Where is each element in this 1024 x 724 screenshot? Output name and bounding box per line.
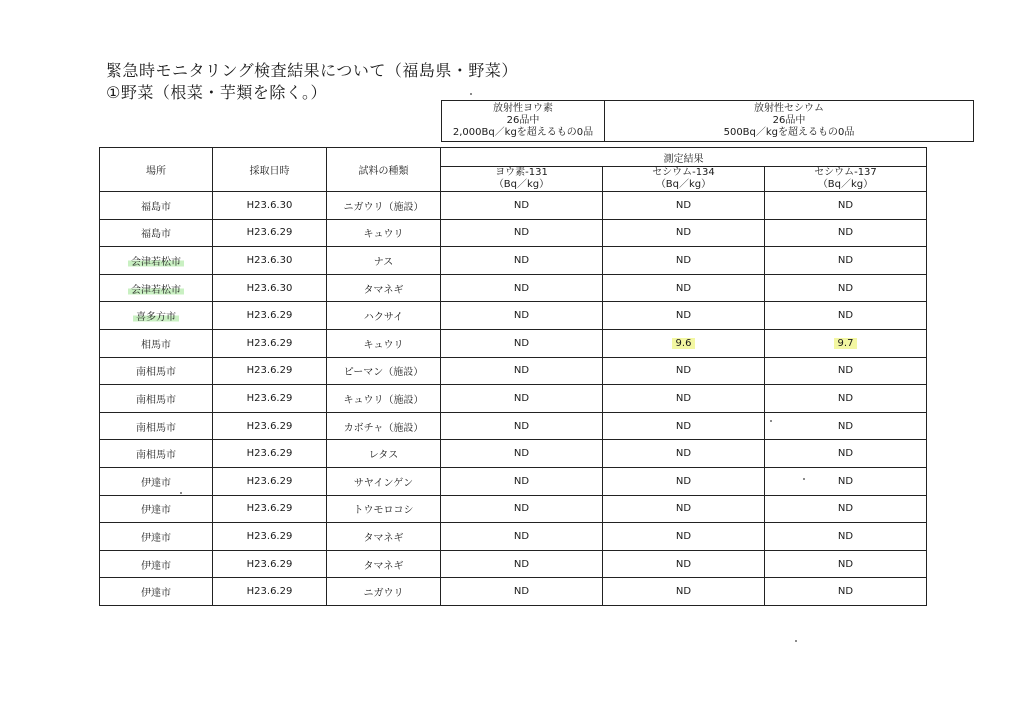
date-value: H23.6.29 — [246, 392, 293, 404]
cell-i131 — [441, 412, 603, 440]
cell-date — [213, 247, 327, 275]
date-value: H23.6.29 — [246, 310, 293, 322]
sample-value: ハクサイ — [363, 312, 404, 324]
header-i131-unit: （Bq／kg） — [493, 179, 550, 190]
iodine-summary-threshold: 2,000Bq／kgを超えるもの0品 — [452, 127, 594, 138]
date-value: H23.6.30 — [246, 254, 293, 266]
cesium-summary-count: 26品中 — [772, 115, 806, 126]
cell-cs134 — [603, 467, 765, 495]
cell-cs137 — [765, 247, 927, 275]
cell-place — [100, 495, 213, 523]
place-value: 喜多方市 — [133, 312, 179, 323]
cell-date — [213, 219, 327, 247]
header-row — [100, 148, 927, 167]
header-place: 場所 — [100, 148, 213, 192]
cell-sample — [327, 385, 441, 413]
place-value: 伊達市 — [141, 560, 171, 572]
cs137-value: ND — [837, 530, 854, 542]
place-value: 会津若松市 — [128, 257, 184, 268]
cell-date — [213, 467, 327, 495]
sample-value: カボチャ（施設） — [343, 422, 424, 434]
cell-date — [213, 192, 327, 220]
i131-value: ND — [513, 337, 530, 349]
cell-i131 — [441, 467, 603, 495]
cs137-value: 9.7 — [834, 338, 858, 349]
table-row — [100, 192, 927, 220]
date-value: H23.6.29 — [246, 558, 293, 570]
cs137-value: ND — [837, 254, 854, 266]
cs134-value: ND — [675, 199, 692, 211]
table-row — [100, 357, 927, 385]
header-sample: 試料の種類 — [327, 148, 441, 192]
date-value: H23.6.29 — [246, 503, 293, 515]
cell-sample — [327, 412, 441, 440]
header-i131-label: ヨウ素-131 — [495, 167, 548, 178]
header-i131 — [441, 167, 603, 192]
cell-cs134 — [603, 550, 765, 578]
cell-date — [213, 274, 327, 302]
date-value: H23.6.30 — [246, 199, 293, 211]
cs137-value: ND — [837, 365, 854, 377]
sample-value: タマネギ — [363, 284, 404, 296]
table-row — [100, 578, 927, 606]
cs134-value: ND — [675, 448, 692, 460]
place-value: 伊達市 — [141, 532, 171, 544]
sample-value: キュウリ — [363, 339, 404, 351]
cell-place — [100, 302, 213, 330]
header-cs137 — [765, 167, 927, 192]
cell-cs134 — [603, 440, 765, 468]
cs134-value: ND — [675, 310, 692, 322]
place-value: 南相馬市 — [136, 422, 176, 434]
cell-cs134 — [603, 385, 765, 413]
sample-value: キュウリ — [363, 229, 404, 241]
date-value: H23.6.29 — [246, 475, 293, 487]
cesium-summary-cell — [605, 101, 974, 142]
date-value: H23.6.29 — [246, 420, 293, 432]
i131-value: ND — [513, 586, 530, 598]
cell-place — [100, 578, 213, 606]
place-value: 伊達市 — [141, 505, 171, 517]
cell-sample — [327, 550, 441, 578]
cell-i131 — [441, 550, 603, 578]
cell-sample — [327, 357, 441, 385]
place-value: 伊達市 — [141, 477, 171, 489]
summary-table — [441, 100, 974, 142]
iodine-summary-count: 26品中 — [506, 115, 540, 126]
cell-i131 — [441, 274, 603, 302]
place-value: 福島市 — [141, 201, 171, 213]
cs134-value: ND — [675, 282, 692, 294]
sample-value: ニガウリ — [363, 588, 404, 600]
cs134-value: ND — [675, 365, 692, 377]
table-row — [100, 550, 927, 578]
sample-value: トウモロコシ — [353, 505, 414, 517]
cell-i131 — [441, 385, 603, 413]
table-row — [100, 302, 927, 330]
cell-date — [213, 385, 327, 413]
cs137-value: ND — [837, 282, 854, 294]
table-row — [100, 440, 927, 468]
header-cs137-label: セシウム-137 — [814, 167, 877, 178]
i131-value: ND — [513, 310, 530, 322]
cell-cs137 — [765, 385, 927, 413]
i131-value: ND — [513, 448, 530, 460]
cesium-summary-threshold: 500Bq／kgを超えるもの0品 — [723, 127, 855, 138]
cell-cs134 — [603, 578, 765, 606]
table-row — [100, 523, 927, 551]
place-value: 会津若松市 — [128, 285, 184, 296]
table-row — [100, 274, 927, 302]
place-value: 相馬市 — [141, 339, 171, 351]
cell-i131 — [441, 495, 603, 523]
cell-date — [213, 357, 327, 385]
cs134-value: ND — [675, 503, 692, 515]
i131-value: ND — [513, 475, 530, 487]
cs137-value: ND — [837, 503, 854, 515]
table-row — [100, 385, 927, 413]
i131-value: ND — [513, 365, 530, 377]
results-table — [99, 147, 927, 606]
cell-cs137 — [765, 412, 927, 440]
page-title: 緊急時モニタリング検査結果について（福島県・野菜） — [106, 61, 518, 80]
sample-value: レタス — [368, 450, 399, 462]
sample-value: ナス — [373, 256, 394, 268]
cs134-value: ND — [675, 254, 692, 266]
i131-value: ND — [513, 254, 530, 266]
cell-place — [100, 329, 213, 357]
cs134-value: ND — [675, 530, 692, 542]
cell-sample — [327, 274, 441, 302]
sample-value: ピーマン（施設） — [343, 367, 424, 379]
i131-value: ND — [513, 282, 530, 294]
place-value: 伊達市 — [141, 588, 171, 600]
cell-sample — [327, 247, 441, 275]
cell-cs134 — [603, 329, 765, 357]
cell-cs137 — [765, 274, 927, 302]
cell-place — [100, 192, 213, 220]
date-value: H23.6.29 — [246, 586, 293, 598]
cell-date — [213, 550, 327, 578]
cell-cs134 — [603, 357, 765, 385]
cell-sample — [327, 467, 441, 495]
cell-cs137 — [765, 192, 927, 220]
cell-sample — [327, 440, 441, 468]
cs134-value: ND — [675, 475, 692, 487]
table-row — [100, 412, 927, 440]
header-cs134-label: セシウム-134 — [652, 167, 715, 178]
cell-place — [100, 467, 213, 495]
i131-value: ND — [513, 392, 530, 404]
place-value: 福島市 — [141, 229, 171, 241]
table-row — [100, 467, 927, 495]
cs134-value: ND — [675, 227, 692, 239]
cell-i131 — [441, 440, 603, 468]
cell-place — [100, 385, 213, 413]
iodine-summary-label: 放射性ヨウ素 — [493, 103, 553, 114]
cs137-value: ND — [837, 586, 854, 598]
sample-value: タマネギ — [363, 560, 404, 572]
cell-i131 — [441, 302, 603, 330]
cs137-value: ND — [837, 420, 854, 432]
sample-value: ニガウリ（施設） — [343, 201, 424, 213]
cs134-value: ND — [675, 392, 692, 404]
cs137-value: ND — [837, 199, 854, 211]
i131-value: ND — [513, 199, 530, 211]
table-row — [100, 329, 927, 357]
header-date: 採取日時 — [213, 148, 327, 192]
cell-date — [213, 440, 327, 468]
cell-place — [100, 550, 213, 578]
cell-sample — [327, 523, 441, 551]
cell-place — [100, 440, 213, 468]
header-cs134 — [603, 167, 765, 192]
cell-cs134 — [603, 302, 765, 330]
cell-cs137 — [765, 440, 927, 468]
date-value: H23.6.29 — [246, 365, 293, 377]
cell-sample — [327, 329, 441, 357]
cell-date — [213, 578, 327, 606]
i131-value: ND — [513, 503, 530, 515]
cell-date — [213, 329, 327, 357]
date-value: H23.6.30 — [246, 282, 293, 294]
cell-date — [213, 495, 327, 523]
cell-cs137 — [765, 578, 927, 606]
cell-i131 — [441, 192, 603, 220]
cell-cs137 — [765, 467, 927, 495]
cell-cs134 — [603, 495, 765, 523]
sample-value: キュウリ（施設） — [343, 394, 424, 406]
sample-value: タマネギ — [363, 532, 404, 544]
cell-date — [213, 412, 327, 440]
cell-i131 — [441, 578, 603, 606]
cell-cs137 — [765, 550, 927, 578]
cell-i131 — [441, 219, 603, 247]
cell-place — [100, 357, 213, 385]
cell-sample — [327, 219, 441, 247]
cesium-summary-label: 放射性セシウム — [754, 103, 824, 114]
header-results: 測定結果 — [441, 148, 927, 167]
place-value: 南相馬市 — [136, 394, 176, 406]
cell-cs137 — [765, 357, 927, 385]
table-row — [100, 219, 927, 247]
date-value: H23.6.29 — [246, 448, 293, 460]
iodine-summary-cell — [442, 101, 605, 142]
cell-sample — [327, 192, 441, 220]
cell-i131 — [441, 357, 603, 385]
cell-cs137 — [765, 329, 927, 357]
cell-cs137 — [765, 523, 927, 551]
place-value: 南相馬市 — [136, 367, 176, 379]
cell-cs134 — [603, 523, 765, 551]
cell-cs134 — [603, 219, 765, 247]
date-value: H23.6.29 — [246, 530, 293, 542]
cell-i131 — [441, 329, 603, 357]
table-row — [100, 495, 927, 523]
cell-sample — [327, 495, 441, 523]
cs134-value: ND — [675, 586, 692, 598]
cs137-value: ND — [837, 558, 854, 570]
page-subtitle: ①野菜（根菜・芋類を除く。） — [106, 83, 328, 102]
cell-cs137 — [765, 302, 927, 330]
cell-place — [100, 274, 213, 302]
header-cs134-unit: （Bq／kg） — [655, 179, 712, 190]
cs134-value: ND — [675, 420, 692, 432]
cell-cs134 — [603, 412, 765, 440]
cell-sample — [327, 302, 441, 330]
i131-value: ND — [513, 530, 530, 542]
cell-i131 — [441, 247, 603, 275]
cell-cs134 — [603, 247, 765, 275]
table-row — [100, 247, 927, 275]
sample-value: サヤインゲン — [353, 477, 414, 489]
place-value: 南相馬市 — [136, 450, 176, 462]
cell-cs134 — [603, 274, 765, 302]
i131-value: ND — [513, 558, 530, 570]
cs137-value: ND — [837, 475, 854, 487]
header-cs137-unit: （Bq／kg） — [817, 179, 874, 190]
cell-place — [100, 523, 213, 551]
cell-date — [213, 523, 327, 551]
i131-value: ND — [513, 420, 530, 432]
date-value: H23.6.29 — [246, 227, 293, 239]
cs137-value: ND — [837, 392, 854, 404]
cell-i131 — [441, 523, 603, 551]
cell-cs137 — [765, 495, 927, 523]
cs134-value: 9.6 — [672, 338, 696, 349]
cell-place — [100, 219, 213, 247]
date-value: H23.6.29 — [246, 337, 293, 349]
cs137-value: ND — [837, 227, 854, 239]
cell-place — [100, 412, 213, 440]
cell-cs134 — [603, 192, 765, 220]
cell-cs137 — [765, 219, 927, 247]
cell-place — [100, 247, 213, 275]
i131-value: ND — [513, 227, 530, 239]
cs134-value: ND — [675, 558, 692, 570]
cell-sample — [327, 578, 441, 606]
cell-date — [213, 302, 327, 330]
cs137-value: ND — [837, 310, 854, 322]
cs137-value: ND — [837, 448, 854, 460]
